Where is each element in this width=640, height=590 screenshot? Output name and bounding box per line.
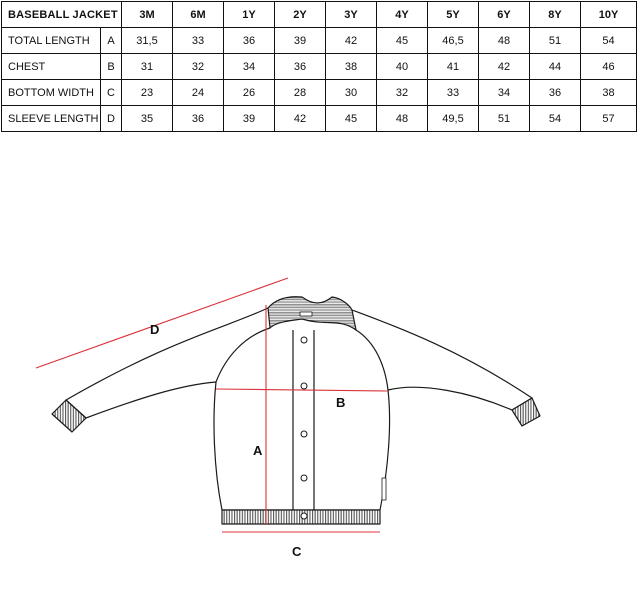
table-cell: 46 [581, 54, 637, 80]
jacket-outline [52, 297, 540, 524]
table-cell: 34 [224, 54, 275, 80]
table-cell: 48 [479, 28, 530, 54]
table-cell: 39 [275, 28, 326, 54]
table-title: BASEBALL JACKET [2, 2, 122, 28]
table-cell: 54 [581, 28, 637, 54]
table-cell: 32 [377, 80, 428, 106]
table-cell: 33 [428, 80, 479, 106]
right-sleeve [352, 310, 532, 410]
placket [293, 330, 314, 510]
size-header: 6M [173, 2, 224, 28]
size-header: 1Y [224, 2, 275, 28]
row-code: D [101, 106, 122, 132]
label-b: B [336, 395, 346, 410]
size-header: 10Y [581, 2, 637, 28]
table-cell: 51 [479, 106, 530, 132]
left-raglan-seam [216, 328, 270, 382]
table-cell: 44 [530, 54, 581, 80]
table-cell: 45 [377, 28, 428, 54]
row-code: A [101, 28, 122, 54]
table-cell: 34 [479, 80, 530, 106]
label-a: A [253, 443, 263, 458]
table-cell: 40 [377, 54, 428, 80]
table-cell: 36 [530, 80, 581, 106]
label-d: D [150, 322, 160, 337]
table-cell: 23 [122, 80, 173, 106]
measure-line-b [216, 389, 388, 391]
snap-button [301, 431, 307, 437]
table-cell: 36 [173, 106, 224, 132]
table-cell: 39 [224, 106, 275, 132]
size-header: 8Y [530, 2, 581, 28]
table-cell: 30 [326, 80, 377, 106]
right-cuff [512, 398, 540, 426]
row-label: CHEST [2, 54, 101, 80]
table-cell: 33 [173, 28, 224, 54]
row-code: B [101, 54, 122, 80]
table-cell: 49,5 [428, 106, 479, 132]
size-header: 2Y [275, 2, 326, 28]
row-label: TOTAL LENGTH [2, 28, 101, 54]
side-label [382, 478, 386, 500]
table-cell: 46,5 [428, 28, 479, 54]
row-code: C [101, 80, 122, 106]
table-cell: 26 [224, 80, 275, 106]
label-c: C [292, 544, 302, 559]
table-cell: 35 [122, 106, 173, 132]
table-cell: 31,5 [122, 28, 173, 54]
snap-button [301, 337, 307, 343]
snap-button [301, 475, 307, 481]
table-cell: 32 [173, 54, 224, 80]
right-raglan-seam [356, 330, 388, 390]
table-cell: 41 [428, 54, 479, 80]
table-cell: 57 [581, 106, 637, 132]
table-cell: 36 [275, 54, 326, 80]
table-cell: 42 [275, 106, 326, 132]
table-cell: 42 [479, 54, 530, 80]
measure-line-d [36, 278, 288, 368]
snap-button [301, 513, 307, 519]
left-cuff [52, 400, 86, 432]
neck-label [300, 312, 312, 316]
snap-button [301, 383, 307, 389]
size-header: 6Y [479, 2, 530, 28]
table-cell: 48 [377, 106, 428, 132]
table-cell: 38 [581, 80, 637, 106]
size-header: 4Y [377, 2, 428, 28]
left-sleeve [66, 308, 268, 418]
jacket-body [214, 382, 390, 510]
table-cell: 38 [326, 54, 377, 80]
size-header: 3M [122, 2, 173, 28]
table-cell: 31 [122, 54, 173, 80]
table-cell: 42 [326, 28, 377, 54]
table-cell: 45 [326, 106, 377, 132]
table-cell: 28 [275, 80, 326, 106]
table-cell: 24 [173, 80, 224, 106]
snap-buttons [301, 337, 307, 519]
row-label: SLEEVE LENGTH [2, 106, 101, 132]
table-cell: 36 [224, 28, 275, 54]
table-cell: 54 [530, 106, 581, 132]
size-header: 5Y [428, 2, 479, 28]
table-cell: 51 [530, 28, 581, 54]
size-header: 3Y [326, 2, 377, 28]
row-label: BOTTOM WIDTH [2, 80, 101, 106]
